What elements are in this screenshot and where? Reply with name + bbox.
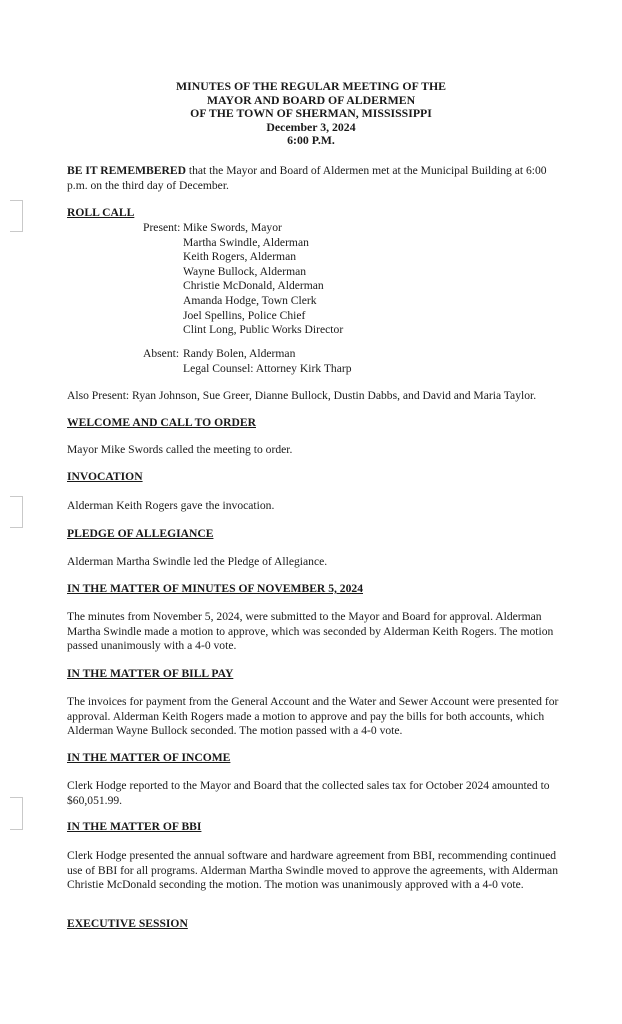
document-title-block: [0, 80, 622, 148]
present-label: Present:: [143, 221, 181, 234]
intro-paragraph: [67, 164, 567, 193]
income-text: Clerk Hodge reported to the Mayor and Board that the collected sales tax for October 2024 amounted to $60,051.99.: [67, 779, 550, 807]
present-member: Martha Swindle, Alderman: [183, 235, 309, 249]
title-line-2: MAYOR AND BOARD OF ALDERMEN: [206, 92, 416, 107]
absent-list: [183, 347, 352, 376]
absent-member: Randy Bolen, Alderman: [183, 347, 296, 360]
absent-label: Absent:: [143, 347, 180, 360]
present-list: [183, 221, 343, 338]
bill-pay-text: The invoices for payment from the General Account and the Water and Sewer Account were presented for approval. Alderman Keith Rogers made a motion to approve and pay the bills for both accounts, which Alderman Wayne Bullock seconded. The motion passed with a 4-0 vote.: [67, 695, 559, 738]
present-member: Keith Rogers, Alderman: [183, 250, 297, 264]
income-heading: IN THE MATTER OF INCOME: [67, 751, 231, 764]
also-present: Also Present: Ryan Johnson, Sue Greer, Dianne Bullock, Dustin Dabbs, and David and Maria Taylor.: [67, 389, 537, 402]
intro-lead: BE IT REMEMBERED: [67, 164, 186, 177]
minutes-heading: IN THE MATTER OF MINUTES OF NOVEMBER 5, 2024: [67, 582, 363, 595]
title-line-1: MINUTES OF THE REGULAR MEETING OF THE: [175, 79, 447, 93]
present-member: Wayne Bullock, Alderman: [183, 264, 307, 278]
scan-mark-middle: [10, 496, 23, 528]
bill-pay-heading: IN THE MATTER OF BILL PAY: [67, 667, 234, 680]
invocation-heading: INVOCATION: [67, 470, 143, 483]
present-member: Mike Swords, Mayor: [183, 221, 282, 234]
scan-mark-top: [10, 200, 23, 232]
present-member: Joel Spellins, Police Chief: [183, 308, 306, 322]
meeting-time: 6:00 P.M.: [287, 133, 335, 148]
pledge-text: Alderman Martha Swindle led the Pledge of Allegiance.: [67, 555, 328, 568]
absent-member: Legal Counsel: Attorney Kirk Tharp: [183, 361, 352, 375]
scan-mark-bottom: [10, 797, 23, 830]
present-member: Amanda Hodge, Town Clerk: [183, 293, 317, 307]
bbi-heading: IN THE MATTER OF BBI: [67, 820, 202, 833]
bbi-text: Clerk Hodge presented the annual software and hardware agreement from BBI, recommending continued use of BBI for all programs. Alderman Martha Swindle moved to approve the agreements, with Alderman Christie McDonald seconding the motion. The motion was unanimously approved with a 4-0 vote.: [67, 849, 559, 892]
pledge-heading: PLEDGE OF ALLEGIANCE: [67, 527, 214, 540]
present-member: Christie McDonald, Alderman: [183, 279, 324, 293]
invocation-text: Alderman Keith Rogers gave the invocation.: [67, 499, 275, 512]
present-member: Clint Long, Public Works Director: [183, 323, 344, 337]
roll-call-heading: ROLL CALL: [67, 206, 135, 219]
minutes-text: The minutes from November 5, 2024, were submitted to the Mayor and Board for approval. Alderman Martha Swindle made a motion to approve, which was seconded by Alderman Keith Rogers. The motion passed unanimously with a 4-0 vote.: [67, 610, 554, 653]
intro-text: that the Mayor and Board of Aldermen met at the Municipal Building at 6:00 p.m. on the third day of December.: [67, 164, 547, 192]
title-line-3: OF THE TOWN OF SHERMAN, MISSISSIPPI: [190, 106, 432, 121]
meeting-date: December 3, 2024: [266, 119, 356, 134]
welcome-text: Mayor Mike Swords called the meeting to order.: [67, 443, 293, 456]
welcome-heading: WELCOME AND CALL TO ORDER: [67, 416, 256, 429]
executive-session-heading: EXECUTIVE SESSION: [67, 917, 188, 930]
